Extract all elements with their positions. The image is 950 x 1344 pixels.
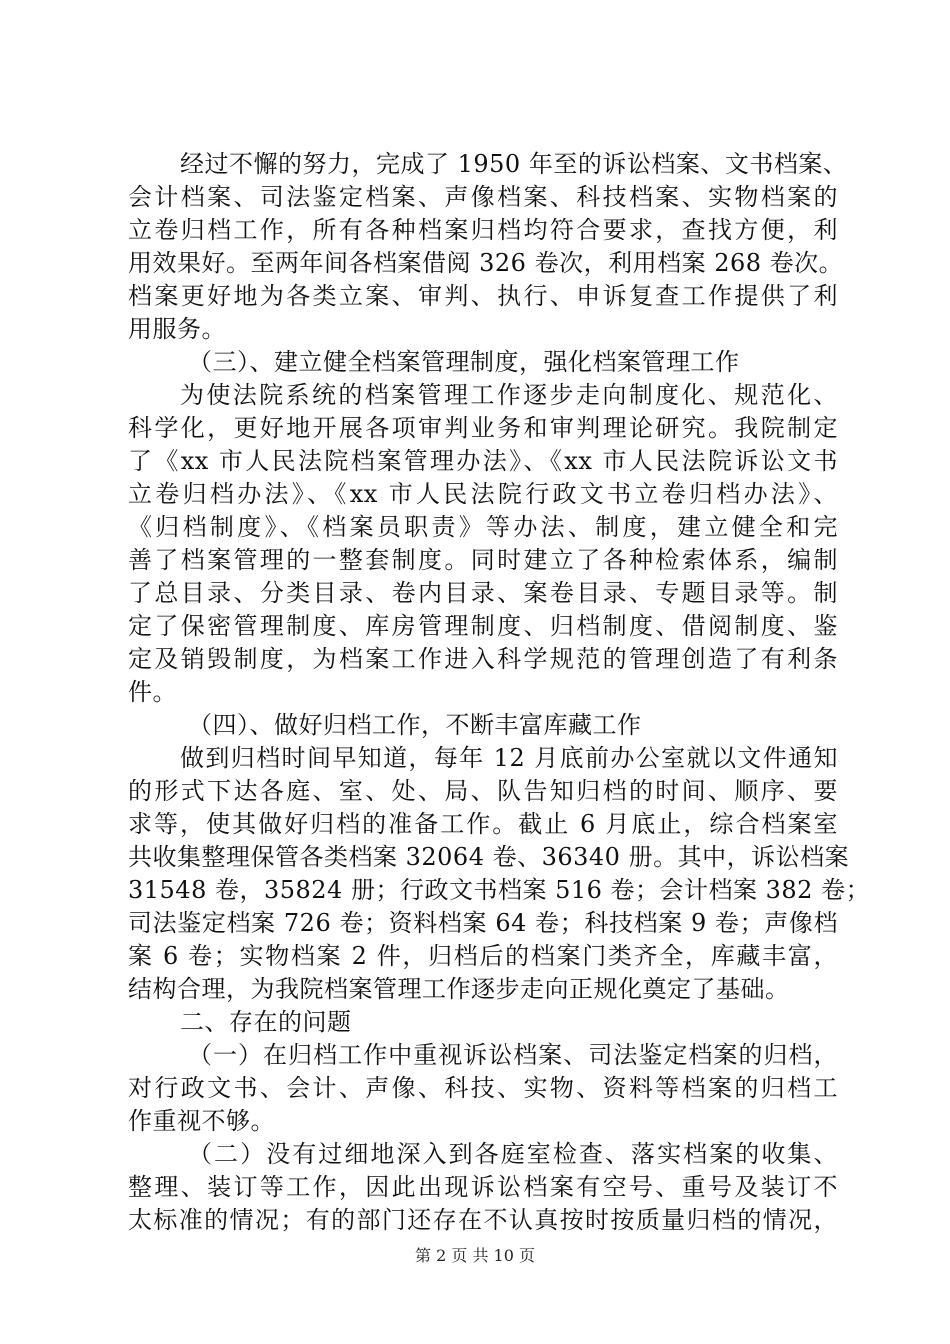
paragraph-line: 定了保密管理制度、库房管理制度、归档制度、借阅制度、鉴 [128,612,838,640]
section-heading: （三）、建立健全档案管理制度，强化档案管理工作 [188,348,740,376]
paragraph-line: 为使法院系统的档案管理工作逐步走向制度化、规范化、 [180,381,838,409]
paragraph-line: 善了档案管理的一整套制度。同时建立了各种检索体系，编制 [128,546,838,574]
paragraph-line: 科学化，更好地开展各项审判业务和审判理论研究。我院制定 [128,414,838,442]
paragraph-line: 31548 卷，35824 册；行政文书档案 516 卷；会计档案 382 卷； [128,876,871,904]
paragraph-line: 了《xx 市人民法院档案管理办法》、《xx 市人民法院诉讼文书 [128,447,838,475]
paragraph-line: 的形式下达各庭、室、处、局、队告知归档的时间、顺序、要 [128,777,838,805]
paragraph-line: 件。 [128,678,177,706]
paragraph-line: 立卷归档办法》、《xx 市人民法院行政文书立卷归档办法》、 [128,480,838,508]
paragraph-line: 定及销毁制度，为档案工作进入科学规范的管理创造了有利条 [128,645,838,673]
paragraph-line: 做到归档时间早知道，每年 12 月底前办公室就以文件通知 [180,744,838,772]
paragraph-line: 作重视不够。 [128,1107,275,1135]
paragraph-line: 求等，使其做好归档的准备工作。截止 6 月底止，综合档案室 [128,810,838,838]
paragraph-line: 用效果好。至两年间各档案借阅 326 卷次，利用档案 268 卷次。 [128,249,844,277]
paragraph-line: 立卷归档工作，所有各种档案归档均符合要求，查找方便，利 [128,216,838,244]
paragraph-line: 会计档案、司法鉴定档案、声像档案、科技档案、实物档案的 [128,183,838,211]
paragraph-line: 司法鉴定档案 726 卷；资料档案 64 卷；科技档案 9 卷；声像档 [128,909,838,937]
page-footer: 第 2 页 共 10 页 [415,1246,535,1265]
paragraph-line: 整理、装订等工作，因此出现诉讼档案有空号、重号及装订不 [128,1173,838,1201]
paragraph-line: 太标准的情况；有的部门还存在不认真按时按质量归档的情况， [128,1206,838,1234]
document-body [128,148,871,1237]
section-heading: （四）、做好归档工作，不断丰富库藏工作 [188,711,642,739]
paragraph-line: 案 6 卷；实物档案 2 件，归档后的档案门类齐全，库藏丰富， [128,942,838,970]
paragraph-line: 经过不懈的努力，完成了 1950 年至的诉讼档案、文书档案、 [180,150,848,178]
paragraph-line: 用服务。 [128,315,226,343]
paragraph-line: （一）在归档工作中重视诉讼档案、司法鉴定档案的归档， [188,1041,838,1069]
paragraph-line: 结构合理，为我院档案管理工作逐步走向正规化奠定了基础。 [128,975,790,1003]
paragraph-line: 《归档制度》、《档案员职责》等办法、制度，建立健全和完 [128,513,838,541]
paragraph-line: 共收集整理保管各类档案 32064 卷、36340 册。其中，诉讼档案 [128,843,850,871]
paragraph-line: 档案更好地为各类立案、审判、执行、申诉复查工作提供了利 [128,282,838,310]
paragraph-line: 了总目录、分类目录、卷内目录、案卷目录、专题目录等。制 [128,579,838,607]
paragraph-line: （二）没有过细地深入到各庭室检查、落实档案的收集、 [188,1140,838,1168]
paragraph-line: 对行政文书、会计、声像、科技、实物、资料等档案的归档工 [128,1074,838,1102]
section-heading: 二、存在的问题 [180,1008,352,1036]
